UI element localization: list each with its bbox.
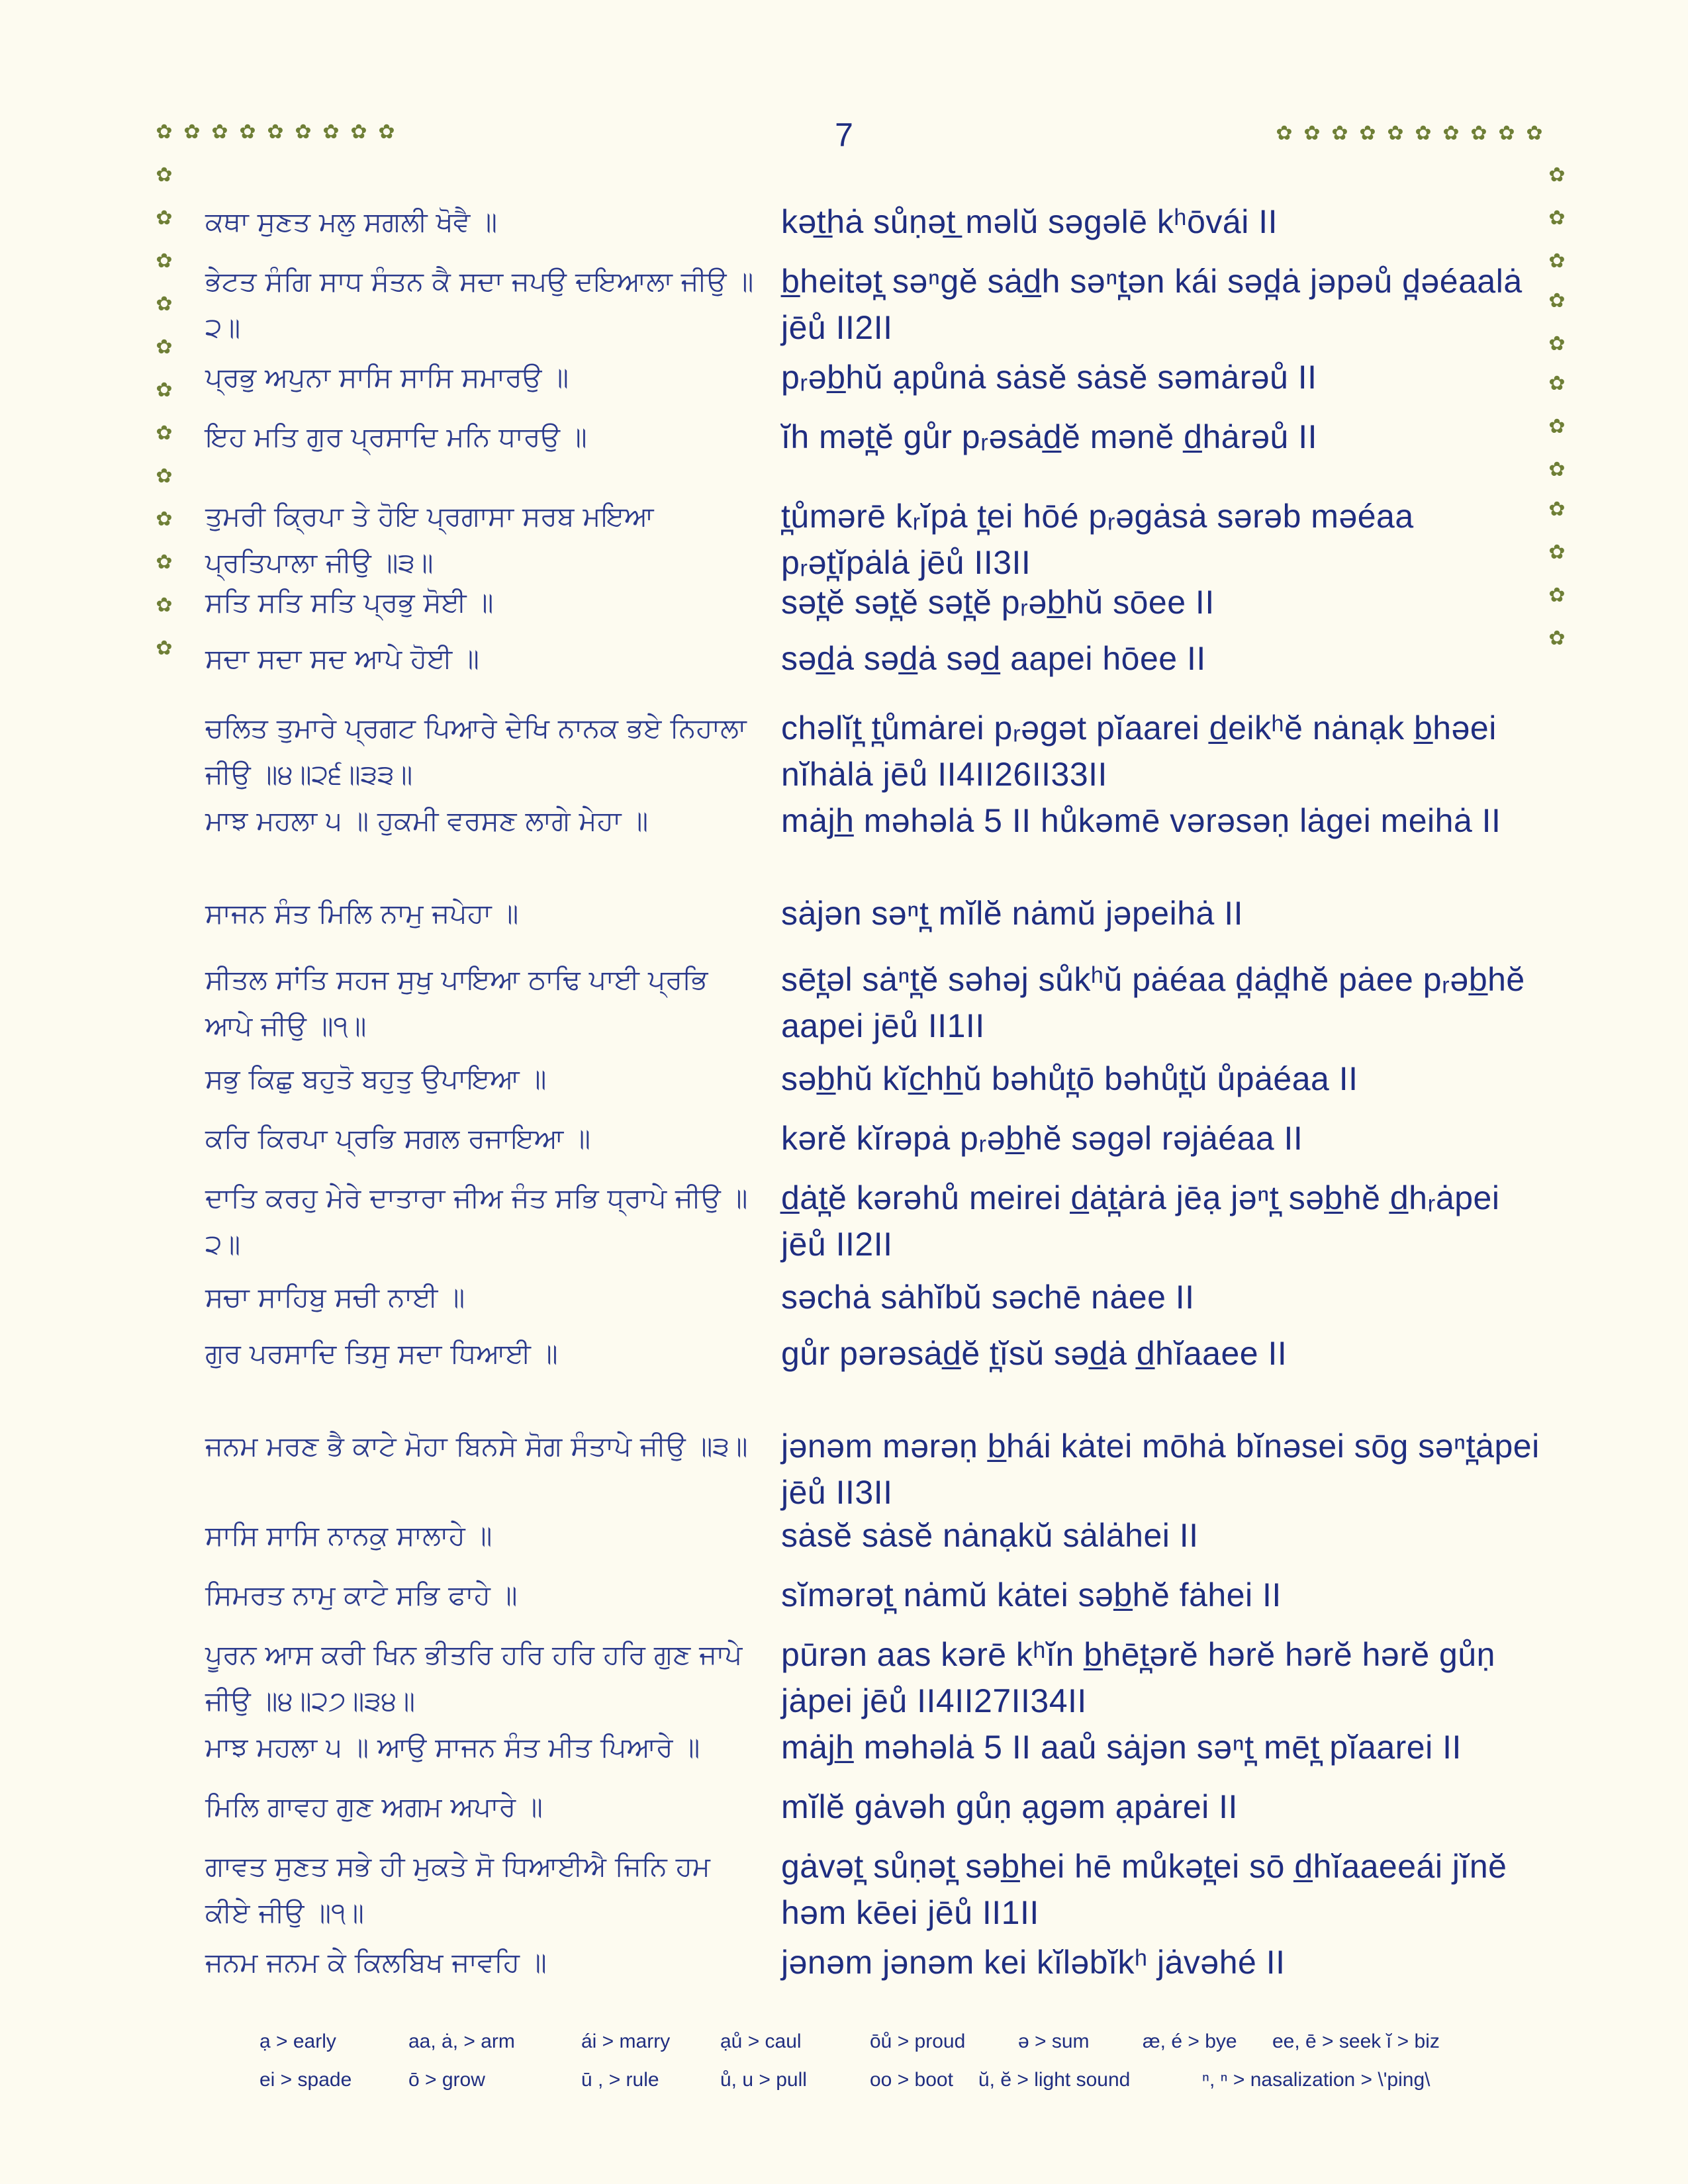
flower-icon: ✿ xyxy=(267,120,284,144)
transliteration-text: chəlĭt̪ t̪ůmȧrei pᵣəgət pĭaarei d̲eikʰĕ nȧnạk b̲həei nĭhȧlȧ jēů II4II26II33II xyxy=(781,709,1497,793)
flower-icon: ✿ xyxy=(295,120,312,144)
legend-item: ⁿ, ⁿ > nasalization > \'ping\ xyxy=(1202,2069,1430,2091)
legend-item: æ, é > bye xyxy=(1143,2030,1237,2052)
flower-icon: ✿ xyxy=(1442,122,1460,145)
transliteration-text: mȧjh̲ məhəlȧ 5 II aaů sȧjən səⁿt̪ mēt̪ pĭaarei II xyxy=(781,1729,1462,1766)
legend-item: ə > sum xyxy=(1018,2030,1090,2052)
legend-item: ei > spade xyxy=(259,2069,352,2091)
gurmukhi-text: ਸਿਮਰਤ ਨਾਮੁ ਕਾਟੇ ਸਭਿ ਫਾਹੇ ॥ xyxy=(205,1579,518,1611)
gurmukhi-text: ਸਾਜਨ ਸੰਤ ਮਿਲਿ ਨਾਮੁ ਜਪੇਹਾ ॥ xyxy=(205,897,519,929)
gurmukhi-text: ਭੇਟਤ ਸੰਗਿ ਸਾਧ ਸੰਤਨ ਕੈ ਸਦਾ ਜਪਉ ਦਇਆਲਾ ਜੀਉ ॥੨॥ xyxy=(205,265,754,343)
gurmukhi-text: ਸਦਾ ਸਦਾ ਸਦ ਆਪੇ ਹੋਈ ॥ xyxy=(205,643,479,674)
gurmukhi-text: ਪ੍ਰਭੁ ਅਪੁਨਾ ਸਾਸਿ ਸਾਸਿ ਸਮਾਰਉ ॥ xyxy=(205,361,569,393)
legend-item: ū , > rule xyxy=(581,2069,659,2091)
flower-icon: ✿ xyxy=(156,422,173,445)
flower-icon: ✿ xyxy=(1303,122,1321,145)
gurmukhi-text: ਸਤਿ ਸਤਿ ਸਤਿ ਪ੍ਰਭੁ ਸੋਈ ॥ xyxy=(205,586,494,618)
gurmukhi-text: ਸਭੁ ਕਿਛੁ ਬਹੁਤੋ ਬਹੁਤੁ ਉਪਾਇਆ ॥ xyxy=(205,1063,547,1095)
transliteration-text: gůr pərəsȧd̲ĕ t̪ĭsŭ səd̲ȧ d̲hĭaaee II xyxy=(781,1335,1288,1372)
flower-icon: ✿ xyxy=(156,120,173,144)
flower-icon: ✿ xyxy=(350,120,367,144)
flower-icon: ✿ xyxy=(1548,541,1566,564)
gurmukhi-text: ਮਾਝ ਮਹਲਾ ੫ ॥ ਆਉ ਸਾਜਨ ਸੰਤ ਮੀਤ ਪਿਆਰੇ ॥ xyxy=(205,1731,700,1763)
transliteration-text: pᵣəb̲hŭ ạpůnȧ sȧsĕ sȧsĕ səmȧrəů II xyxy=(781,359,1317,396)
flower-icon: ✿ xyxy=(156,551,173,574)
legend-row xyxy=(259,2030,1517,2057)
legend-item: ōů > proud xyxy=(870,2030,966,2052)
flower-icon: ✿ xyxy=(1548,250,1566,273)
legend-item: ạ > early xyxy=(259,2030,336,2052)
transliteration-text: sȧjən səⁿt̪ mĭlĕ nȧmŭ jəpeihȧ II xyxy=(781,895,1243,932)
flower-icon: ✿ xyxy=(183,120,201,144)
transliteration-text: jənəm mərəṇ b̲hái kȧtei mōhȧ bĭnəsei sōg səⁿt̪ȧpei jēů II3II xyxy=(781,1428,1540,1511)
flower-icon: ✿ xyxy=(1331,122,1348,145)
flower-icon: ✿ xyxy=(1548,415,1566,438)
gurmukhi-text: ਜਨਮ ਜਨਮ ਕੇ ਕਿਲਬਿਖ ਜਾਵਹਿ ॥ xyxy=(205,1946,547,1978)
transliteration-text: gȧvət̪ sůṇət̪ səb̲hei hē můkət̪ei sō d̲hĭaaeeái jĭnĕ həm kēei jēů II1II xyxy=(781,1848,1507,1931)
flower-icon: ✿ xyxy=(1470,122,1487,145)
gurmukhi-text: ਸਾਸਿ ਸਾਸਿ ਨਾਨਕੁ ਸਾਲਾਹੇ ॥ xyxy=(205,1520,492,1551)
flower-icon: ✿ xyxy=(1548,289,1566,312)
legend-item: ạů > caul xyxy=(720,2030,802,2052)
gurmukhi-text: ਮਿਲਿ ਗਾਵਹ ਗੁਣ ਅਗਮ ਅਪਾਰੇ ॥ xyxy=(205,1791,543,1823)
flower-icon: ✿ xyxy=(156,206,173,230)
flower-icon: ✿ xyxy=(156,594,173,617)
legend-item: ŭ, ĕ > light sound xyxy=(978,2069,1131,2091)
legend-item: ů, u > pull xyxy=(720,2069,807,2091)
transliteration-text: b̲heitət̪ səⁿgĕ sȧd̲h səⁿt̪ən kái səd̪ȧ jəpəů d̪əéaalȧ jēů II2II xyxy=(781,263,1523,346)
flower-icon: ✿ xyxy=(378,120,395,144)
page-number: 7 xyxy=(835,116,853,154)
transliteration-text: səd̲ȧ səd̲ȧ səd̲ aapei hōee II xyxy=(781,640,1206,677)
transliteration-text: jənəm jənəm kei kĭləbĭkʰ jȧvəhé II xyxy=(781,1944,1286,1981)
transliteration-text: ĭh mət̪ĕ gůr pᵣəsȧd̲ĕ mənĕ d̲hȧrəů II xyxy=(781,418,1318,455)
flower-icon: ✿ xyxy=(1548,372,1566,395)
transliteration-text: sĭmərət̪ nȧmŭ kȧtei səb̲hĕ fȧhei II xyxy=(781,1576,1282,1614)
flower-icon: ✿ xyxy=(1548,627,1566,650)
flower-icon: ✿ xyxy=(1548,498,1566,521)
legend-item: ái > marry xyxy=(581,2030,671,2052)
transliteration-text: səchȧ sȧhĭbŭ səchē nȧee II xyxy=(781,1279,1195,1316)
transliteration-text: sət̪ĕ sət̪ĕ sət̪ĕ pᵣəb̲hŭ sōee II xyxy=(781,584,1215,621)
transliteration-text: kərĕ kĭrəpȧ pᵣəb̲hĕ səgəl rəjȧéaa II xyxy=(781,1120,1303,1157)
flower-icon: ✿ xyxy=(156,465,173,488)
flower-icon: ✿ xyxy=(156,250,173,273)
flower-icon: ✿ xyxy=(1548,332,1566,355)
legend-item: oo > boot xyxy=(870,2069,953,2091)
flower-icon: ✿ xyxy=(1415,122,1432,145)
flower-icon: ✿ xyxy=(1276,122,1293,145)
gurmukhi-text: ਸਚਾ ਸਾਹਿਬੁ ਸਚੀ ਨਾਈ ॥ xyxy=(205,1281,465,1313)
flower-icon: ✿ xyxy=(239,120,256,144)
gurmukhi-text: ਤੁਮਰੀ ਕ੍ਰਿਪਾ ਤੇ ਹੋਇ ਪ੍ਰਗਾਸਾ ਸਰਬ ਮਇਆ ਪ੍ਰਤਿਪਾਲਾ ਜੀਉ ॥੩॥ xyxy=(205,500,654,578)
gurmukhi-text: ਪੂਰਨ ਆਸ ਕਰੀ ਖਿਨ ਭੀਤਰਿ ਹਰਿ ਹਰਿ ਹਰਿ ਗੁਣ ਜਾਪੇ ਜੀਉ ॥੪॥੨੭॥੩੪॥ xyxy=(205,1639,743,1717)
transliteration-text: pūrən aas kərē kʰĭn b̲hēt̪ərĕ hərĕ hərĕ hərĕ gůṇ jȧpei jēů II4II27II34II xyxy=(781,1636,1495,1719)
transliteration-text: mĭlĕ gȧvəh gůṇ ạgəm ạpȧrei II xyxy=(781,1788,1238,1825)
gurmukhi-text: ਇਹ ਮਤਿ ਗੁਰ ਪ੍ਰਸਾਦਿ ਮਨਿ ਧਾਰਉ ॥ xyxy=(205,421,587,453)
legend-row xyxy=(259,2069,1517,2095)
flower-icon: ✿ xyxy=(156,336,173,359)
gurmukhi-text: ਜਨਮ ਮਰਣ ਭੈ ਕਾਟੇ ਮੋਹਾ ਬਿਨਸੇ ਸੋਗ ਸੰਤਾਪੇ ਜੀਉ ॥੩॥ xyxy=(205,1430,748,1462)
gurmukhi-text: ਗਾਵਤ ਸੁਣਤ ਸਭੇ ਹੀ ਮੁਕਤੇ ਸੋ ਧਿਆਈਐ ਜਿਨਿ ਹਮ ਕੀਏ ਜੀਉ ॥੧॥ xyxy=(205,1850,710,1929)
legend-item: aa, ȧ, > arm xyxy=(408,2030,515,2052)
legend-item: ĭ > biz xyxy=(1386,2030,1440,2052)
gurmukhi-text: ਕਥਾ ਸੁਣਤ ਮਲੁ ਸਗਲੀ ਖੋਵੈ ॥ xyxy=(205,206,497,238)
transliteration-text: mȧjh̲ məhəlȧ 5 II hůkəmē vərəsəṇ lȧgei meihȧ II xyxy=(781,802,1501,839)
flower-icon: ✿ xyxy=(156,163,173,187)
transliteration-text: t̪ůmərē kᵣĭpȧ t̪ei hōé pᵣəgȧsȧ sərəb məéaa pᵣət̪ĭpȧlȧ jēů II3II xyxy=(781,498,1414,581)
legend-item: ee, ē > seek xyxy=(1272,2030,1382,2052)
transliteration-text: d̲ȧt̪ĕ kərəhů meirei d̲ȧt̪ȧrȧ jēạ jəⁿt̪ səb̲hĕ d̲hᵣȧpei jēů II2II xyxy=(781,1179,1500,1263)
legend-item: ō > grow xyxy=(408,2069,485,2091)
gurmukhi-text: ਸੀਤਲ ਸਾਂਤਿ ਸਹਜ ਸੁਖੁ ਪਾਇਆ ਠਾਢਿ ਪਾਈ ਪ੍ਰਭਿ ਆਪੇ ਜੀਉ ॥੧॥ xyxy=(205,964,708,1042)
transliteration-text: sȧsĕ sȧsĕ nȧnạkŭ sȧlȧhei II xyxy=(781,1517,1199,1554)
flower-icon: ✿ xyxy=(1548,163,1566,187)
flower-icon: ✿ xyxy=(156,637,173,660)
flower-icon: ✿ xyxy=(211,120,228,144)
flower-icon: ✿ xyxy=(1387,122,1404,145)
flower-icon: ✿ xyxy=(322,120,340,144)
flower-icon: ✿ xyxy=(1498,122,1515,145)
flower-icon: ✿ xyxy=(1548,458,1566,481)
transliteration-text: səb̲hŭ kĭc̲hh̲ŭ bəhůt̪ō bəhůt̪ŭ ůpȧéaa II xyxy=(781,1060,1358,1097)
flower-icon: ✿ xyxy=(1526,122,1543,145)
flower-icon: ✿ xyxy=(156,379,173,402)
gurmukhi-text: ਕਰਿ ਕਿਰਪਾ ਪ੍ਰਭਿ ਸਗਲ ਰਜਾਇਆ ॥ xyxy=(205,1122,591,1154)
flower-icon: ✿ xyxy=(1548,584,1566,607)
flower-icon: ✿ xyxy=(156,293,173,316)
gurmukhi-text: ਗੁਰ ਪਰਸਾਦਿ ਤਿਸੁ ਸਦਾ ਧਿਆਈ ॥ xyxy=(205,1338,558,1369)
gurmukhi-text: ਮਾਝ ਮਹਲਾ ੫ ॥ ਹੁਕਮੀ ਵਰਸਣ ਲਾਗੇ ਮੇਹਾ ॥ xyxy=(205,805,649,837)
transliteration-text: sēt̪əl sȧⁿt̪ĕ səhəj sůkʰŭ pȧéaa d̪ȧd̪hĕ pȧee pᵣəb̲hĕ aapei jēů II1II xyxy=(781,961,1525,1044)
flower-icon: ✿ xyxy=(156,508,173,531)
flower-icon: ✿ xyxy=(1548,206,1566,230)
flower-icon: ✿ xyxy=(1359,122,1376,145)
transliteration-text: kət̲hȧ sůṇət̲ məlŭ səgəlē kʰōvái II xyxy=(781,203,1278,240)
gurmukhi-text: ਚਲਿਤ ਤੁਮਾਰੇ ਪ੍ਰਗਟ ਪਿਆਰੇ ਦੇਖਿ ਨਾਨਕ ਭਏ ਨਿਹਾਲਾ ਜੀਉ ॥੪॥੨੬॥੩੩॥ xyxy=(205,712,747,790)
gurmukhi-text: ਦਾਤਿ ਕਰਹੁ ਮੇਰੇ ਦਾਤਾਰਾ ਜੀਅ ਜੰਤ ਸਭਿ ਧ੍ਰਾਪੇ ਜੀਉ ॥੨॥ xyxy=(205,1182,748,1260)
